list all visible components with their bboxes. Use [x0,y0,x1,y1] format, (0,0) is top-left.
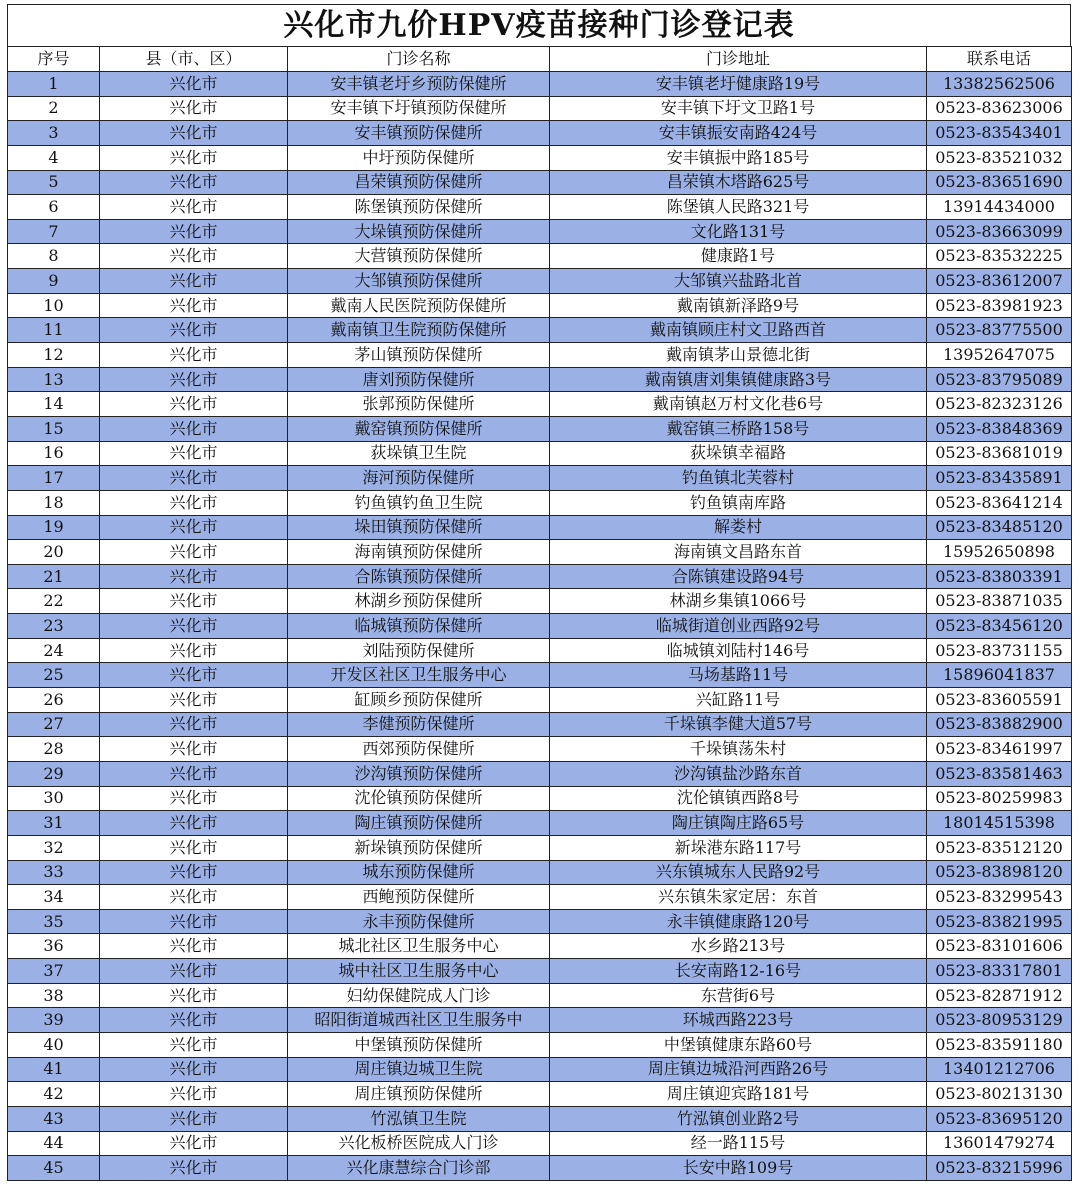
cell-phone: 13914434000 [927,195,1072,220]
cell-serial-number: 9 [8,269,100,294]
cell-serial-number: 39 [8,1008,100,1033]
cell-county: 兴化市 [100,737,288,762]
cell-county: 兴化市 [100,959,288,984]
cell-county: 兴化市 [100,540,288,565]
table-row [8,1156,1072,1181]
header-clinic-name: 门诊名称 [288,47,550,72]
cell-phone: 0523-83898120 [927,860,1072,885]
table-row [8,688,1072,713]
cell-serial-number: 21 [8,564,100,589]
cell-serial-number: 43 [8,1106,100,1131]
cell-phone: 0523-83317801 [927,959,1072,984]
cell-clinic-address: 兴缸路11号 [550,688,927,713]
cell-clinic-name: 沙沟镇预防保健所 [288,761,550,786]
cell-clinic-name: 永丰预防保健所 [288,909,550,934]
cell-county: 兴化市 [100,121,288,146]
cell-phone: 0523-83871035 [927,589,1072,614]
cell-clinic-address: 健康路1号 [550,244,927,269]
cell-serial-number: 17 [8,466,100,491]
cell-phone: 0523-82871912 [927,983,1072,1008]
cell-serial-number: 23 [8,614,100,639]
cell-county: 兴化市 [100,614,288,639]
cell-county: 兴化市 [100,145,288,170]
cell-phone: 0523-80213130 [927,1082,1072,1107]
cell-clinic-address: 荻垛镇幸福路 [550,441,927,466]
cell-county: 兴化市 [100,934,288,959]
cell-phone: 0523-83731155 [927,638,1072,663]
cell-phone: 13382562506 [927,72,1072,97]
table-row [8,589,1072,614]
cell-phone: 15952650898 [927,540,1072,565]
table-row [8,318,1072,343]
cell-clinic-address: 林湖乡集镇1066号 [550,589,927,614]
cell-county: 兴化市 [100,1032,288,1057]
cell-phone: 0523-83695120 [927,1106,1072,1131]
cell-clinic-name: 城中社区卫生服务中心 [288,959,550,984]
cell-county: 兴化市 [100,786,288,811]
cell-clinic-name: 大营镇预防保健所 [288,244,550,269]
cell-serial-number: 30 [8,786,100,811]
cell-phone: 0523-83663099 [927,219,1072,244]
cell-county: 兴化市 [100,909,288,934]
cell-phone: 13601479274 [927,1131,1072,1156]
table-row [8,983,1072,1008]
cell-clinic-address: 昌荣镇木塔路625号 [550,170,927,195]
cell-county: 兴化市 [100,72,288,97]
cell-clinic-name: 中圩预防保健所 [288,145,550,170]
cell-county: 兴化市 [100,515,288,540]
table-row [8,170,1072,195]
cell-serial-number: 29 [8,761,100,786]
cell-serial-number: 5 [8,170,100,195]
cell-clinic-name: 大垛镇预防保健所 [288,219,550,244]
cell-clinic-name: 安丰镇下圩镇预防保健所 [288,96,550,121]
cell-serial-number: 40 [8,1032,100,1057]
table-row [8,959,1072,984]
table-row [8,860,1072,885]
cell-clinic-name: 茅山镇预防保健所 [288,343,550,368]
cell-phone: 0523-83485120 [927,515,1072,540]
header-phone: 联系电话 [927,47,1072,72]
cell-phone: 0523-83882900 [927,712,1072,737]
cell-serial-number: 2 [8,96,100,121]
cell-phone: 0523-83435891 [927,466,1072,491]
table-row [8,515,1072,540]
cell-serial-number: 15 [8,416,100,441]
cell-serial-number: 26 [8,688,100,713]
table-row [8,466,1072,491]
cell-clinic-name: 临城镇预防保健所 [288,614,550,639]
header-serial-number: 序号 [8,47,100,72]
cell-county: 兴化市 [100,244,288,269]
table-row [8,737,1072,762]
cell-clinic-address: 周庄镇迎宾路181号 [550,1082,927,1107]
table-row [8,786,1072,811]
cell-phone: 0523-83775500 [927,318,1072,343]
cell-clinic-name: 荻垛镇卫生院 [288,441,550,466]
cell-clinic-address: 戴南镇顾庄村文卫路西首 [550,318,927,343]
table-row [8,1008,1072,1033]
cell-serial-number: 33 [8,860,100,885]
cell-clinic-name: 沈伦镇预防保健所 [288,786,550,811]
cell-county: 兴化市 [100,416,288,441]
table-row [8,145,1072,170]
cell-serial-number: 28 [8,737,100,762]
cell-serial-number: 11 [8,318,100,343]
cell-clinic-address: 水乡路213号 [550,934,927,959]
cell-county: 兴化市 [100,589,288,614]
cell-phone: 0523-83821995 [927,909,1072,934]
cell-serial-number: 42 [8,1082,100,1107]
cell-phone: 0523-80259983 [927,786,1072,811]
cell-county: 兴化市 [100,860,288,885]
table-row [8,195,1072,220]
cell-clinic-name: 西郊预防保健所 [288,737,550,762]
cell-clinic-name: 安丰镇老圩乡预防保健所 [288,72,550,97]
cell-clinic-address: 临城镇刘陆村146号 [550,638,927,663]
cell-county: 兴化市 [100,564,288,589]
cell-clinic-name: 开发区社区卫生服务中心 [288,663,550,688]
cell-clinic-address: 戴窑镇三桥路158号 [550,416,927,441]
cell-clinic-address: 永丰镇健康路120号 [550,909,927,934]
table-row [8,885,1072,910]
cell-serial-number: 19 [8,515,100,540]
cell-county: 兴化市 [100,392,288,417]
cell-clinic-name: 林湖乡预防保健所 [288,589,550,614]
cell-county: 兴化市 [100,638,288,663]
table-body [8,72,1072,1181]
cell-clinic-name: 陶庄镇预防保健所 [288,811,550,836]
table-row [8,712,1072,737]
cell-clinic-name: 戴南人民医院预防保健所 [288,293,550,318]
table-row [8,1032,1072,1057]
cell-clinic-name: 合陈镇预防保健所 [288,564,550,589]
cell-clinic-address: 安丰镇振中路185号 [550,145,927,170]
cell-clinic-address: 兴东镇城东人民路92号 [550,860,927,885]
cell-phone: 0523-83521032 [927,145,1072,170]
cell-clinic-name: 钓鱼镇钓鱼卫生院 [288,490,550,515]
cell-phone: 0523-83848369 [927,416,1072,441]
cell-serial-number: 35 [8,909,100,934]
cell-clinic-address: 安丰镇振安南路424号 [550,121,927,146]
cell-phone: 0523-83456120 [927,614,1072,639]
cell-clinic-address: 临城街道创业西路92号 [550,614,927,639]
cell-phone: 0523-83651690 [927,170,1072,195]
cell-phone: 0523-83641214 [927,490,1072,515]
cell-clinic-address: 沈伦镇镇西路8号 [550,786,927,811]
cell-clinic-name: 唐刘预防保健所 [288,367,550,392]
cell-clinic-name: 昭阳街道城西社区卫生服务中 [288,1008,550,1033]
cell-phone: 0523-83795089 [927,367,1072,392]
cell-phone: 0523-83581463 [927,761,1072,786]
cell-clinic-address: 大邹镇兴盐路北首 [550,269,927,294]
table-row [8,269,1072,294]
cell-serial-number: 41 [8,1057,100,1082]
table-row [8,416,1072,441]
cell-county: 兴化市 [100,1131,288,1156]
cell-clinic-name: 张郭预防保健所 [288,392,550,417]
cell-county: 兴化市 [100,1156,288,1181]
table-row [8,244,1072,269]
cell-serial-number: 34 [8,885,100,910]
cell-serial-number: 31 [8,811,100,836]
table-row [8,72,1072,97]
cell-county: 兴化市 [100,490,288,515]
table-header-row [8,47,1072,72]
cell-clinic-name: 兴化板桥医院成人门诊 [288,1131,550,1156]
cell-clinic-name: 缸顾乡预防保健所 [288,688,550,713]
table-row [8,392,1072,417]
table-row [8,490,1072,515]
cell-clinic-address: 环城西路223号 [550,1008,927,1033]
cell-clinic-address: 戴南镇唐刘集镇健康路3号 [550,367,927,392]
cell-phone: 13401212706 [927,1057,1072,1082]
table-row [8,1131,1072,1156]
table-row [8,564,1072,589]
cell-clinic-address: 钓鱼镇南库路 [550,490,927,515]
cell-phone: 0523-83981923 [927,293,1072,318]
cell-clinic-address: 新垛港东路117号 [550,835,927,860]
table-row [8,835,1072,860]
table-row [8,638,1072,663]
cell-clinic-name: 垛田镇预防保健所 [288,515,550,540]
cell-phone: 0523-83803391 [927,564,1072,589]
cell-phone: 13952647075 [927,343,1072,368]
cell-clinic-name: 安丰镇预防保健所 [288,121,550,146]
cell-phone: 0523-80953129 [927,1008,1072,1033]
cell-county: 兴化市 [100,1082,288,1107]
cell-serial-number: 16 [8,441,100,466]
cell-phone: 0523-83461997 [927,737,1072,762]
cell-clinic-address: 长安南路12-16号 [550,959,927,984]
cell-clinic-address: 陶庄镇陶庄路65号 [550,811,927,836]
cell-phone: 0523-83101606 [927,934,1072,959]
cell-serial-number: 32 [8,835,100,860]
cell-serial-number: 44 [8,1131,100,1156]
table-row [8,293,1072,318]
cell-county: 兴化市 [100,269,288,294]
cell-clinic-name: 大邹镇预防保健所 [288,269,550,294]
cell-county: 兴化市 [100,170,288,195]
table-row [8,1106,1072,1131]
cell-county: 兴化市 [100,293,288,318]
cell-county: 兴化市 [100,466,288,491]
cell-clinic-name: 李健预防保健所 [288,712,550,737]
cell-phone: 0523-83591180 [927,1032,1072,1057]
cell-county: 兴化市 [100,811,288,836]
cell-serial-number: 6 [8,195,100,220]
cell-serial-number: 8 [8,244,100,269]
table-row [8,909,1072,934]
cell-serial-number: 38 [8,983,100,1008]
cell-clinic-address: 中堡镇健康东路60号 [550,1032,927,1057]
cell-clinic-address: 东营街6号 [550,983,927,1008]
cell-county: 兴化市 [100,663,288,688]
table-row [8,663,1072,688]
cell-clinic-address: 马场基路11号 [550,663,927,688]
cell-phone: 0523-83681019 [927,441,1072,466]
cell-clinic-address: 解娄村 [550,515,927,540]
header-clinic-address: 门诊地址 [550,47,927,72]
cell-county: 兴化市 [100,1106,288,1131]
cell-serial-number: 37 [8,959,100,984]
cell-county: 兴化市 [100,1008,288,1033]
cell-county: 兴化市 [100,367,288,392]
cell-county: 兴化市 [100,195,288,220]
cell-serial-number: 7 [8,219,100,244]
cell-serial-number: 4 [8,145,100,170]
cell-serial-number: 25 [8,663,100,688]
cell-county: 兴化市 [100,983,288,1008]
cell-serial-number: 27 [8,712,100,737]
cell-phone: 0523-83612007 [927,269,1072,294]
cell-county: 兴化市 [100,761,288,786]
cell-clinic-address: 千垛镇荡朱村 [550,737,927,762]
cell-clinic-name: 海河预防保健所 [288,466,550,491]
cell-clinic-address: 兴东镇朱家定居：东首 [550,885,927,910]
cell-clinic-name: 中堡镇预防保健所 [288,1032,550,1057]
cell-serial-number: 10 [8,293,100,318]
registration-sheet [7,4,1071,1181]
table-row [8,121,1072,146]
table-row [8,367,1072,392]
cell-county: 兴化市 [100,343,288,368]
cell-clinic-address: 周庄镇边城沿河西路26号 [550,1057,927,1082]
cell-phone: 15896041837 [927,663,1072,688]
cell-clinic-name: 城北社区卫生服务中心 [288,934,550,959]
cell-county: 兴化市 [100,1057,288,1082]
cell-clinic-address: 经一路115号 [550,1131,927,1156]
cell-clinic-address: 钓鱼镇北芙蓉村 [550,466,927,491]
cell-clinic-name: 刘陆预防保健所 [288,638,550,663]
cell-clinic-name: 周庄镇预防保健所 [288,1082,550,1107]
table-row [8,934,1072,959]
cell-serial-number: 36 [8,934,100,959]
cell-county: 兴化市 [100,885,288,910]
cell-clinic-address: 文化路131号 [550,219,927,244]
cell-clinic-address: 戴南镇赵万村文化巷6号 [550,392,927,417]
table-row [8,1082,1072,1107]
cell-phone: 0523-83532225 [927,244,1072,269]
cell-county: 兴化市 [100,712,288,737]
cell-serial-number: 3 [8,121,100,146]
table-row [8,540,1072,565]
cell-county: 兴化市 [100,688,288,713]
cell-clinic-address: 沙沟镇盐沙路东首 [550,761,927,786]
table-row [8,96,1072,121]
table-row [8,343,1072,368]
cell-serial-number: 1 [8,72,100,97]
cell-phone: 0523-83623006 [927,96,1072,121]
table-row [8,614,1072,639]
cell-clinic-name: 戴窑镇预防保健所 [288,416,550,441]
cell-county: 兴化市 [100,219,288,244]
cell-clinic-name: 陈堡镇预防保健所 [288,195,550,220]
clinic-table [7,46,1072,1181]
header-county: 县（市、区） [100,47,288,72]
cell-clinic-name: 海南镇预防保健所 [288,540,550,565]
cell-serial-number: 12 [8,343,100,368]
table-row [8,219,1072,244]
cell-clinic-address: 戴南镇新泽路9号 [550,293,927,318]
cell-phone: 0523-82323126 [927,392,1072,417]
cell-clinic-name: 城东预防保健所 [288,860,550,885]
cell-county: 兴化市 [100,835,288,860]
cell-phone: 18014515398 [927,811,1072,836]
cell-phone: 0523-83512120 [927,835,1072,860]
cell-clinic-address: 海南镇文昌路东首 [550,540,927,565]
cell-clinic-address: 戴南镇茅山景德北街 [550,343,927,368]
cell-clinic-address: 陈堡镇人民路321号 [550,195,927,220]
cell-county: 兴化市 [100,318,288,343]
cell-clinic-name: 西鲍预防保健所 [288,885,550,910]
cell-serial-number: 18 [8,490,100,515]
table-row [8,761,1072,786]
cell-clinic-name: 妇幼保健院成人门诊 [288,983,550,1008]
cell-clinic-name: 昌荣镇预防保健所 [288,170,550,195]
page-title: 兴化市九价HPV疫苗接种门诊登记表 [7,4,1071,46]
table-row [8,811,1072,836]
cell-serial-number: 22 [8,589,100,614]
cell-clinic-name: 新垛镇预防保健所 [288,835,550,860]
cell-serial-number: 45 [8,1156,100,1181]
cell-county: 兴化市 [100,441,288,466]
cell-phone: 0523-83543401 [927,121,1072,146]
cell-county: 兴化市 [100,96,288,121]
cell-clinic-name: 戴南镇卫生院预防保健所 [288,318,550,343]
cell-serial-number: 24 [8,638,100,663]
cell-serial-number: 20 [8,540,100,565]
cell-clinic-address: 长安中路109号 [550,1156,927,1181]
cell-clinic-name: 竹泓镇卫生院 [288,1106,550,1131]
cell-clinic-address: 竹泓镇创业路2号 [550,1106,927,1131]
cell-phone: 0523-83215996 [927,1156,1072,1181]
cell-serial-number: 14 [8,392,100,417]
cell-clinic-address: 千垛镇李健大道57号 [550,712,927,737]
table-row [8,1057,1072,1082]
cell-clinic-address: 安丰镇老圩健康路19号 [550,72,927,97]
cell-serial-number: 13 [8,367,100,392]
table-row [8,441,1072,466]
cell-phone: 0523-83299543 [927,885,1072,910]
cell-clinic-name: 周庄镇边城卫生院 [288,1057,550,1082]
cell-clinic-address: 安丰镇下圩文卫路1号 [550,96,927,121]
cell-phone: 0523-83605591 [927,688,1072,713]
cell-clinic-address: 合陈镇建设路94号 [550,564,927,589]
cell-clinic-name: 兴化康慧综合门诊部 [288,1156,550,1181]
